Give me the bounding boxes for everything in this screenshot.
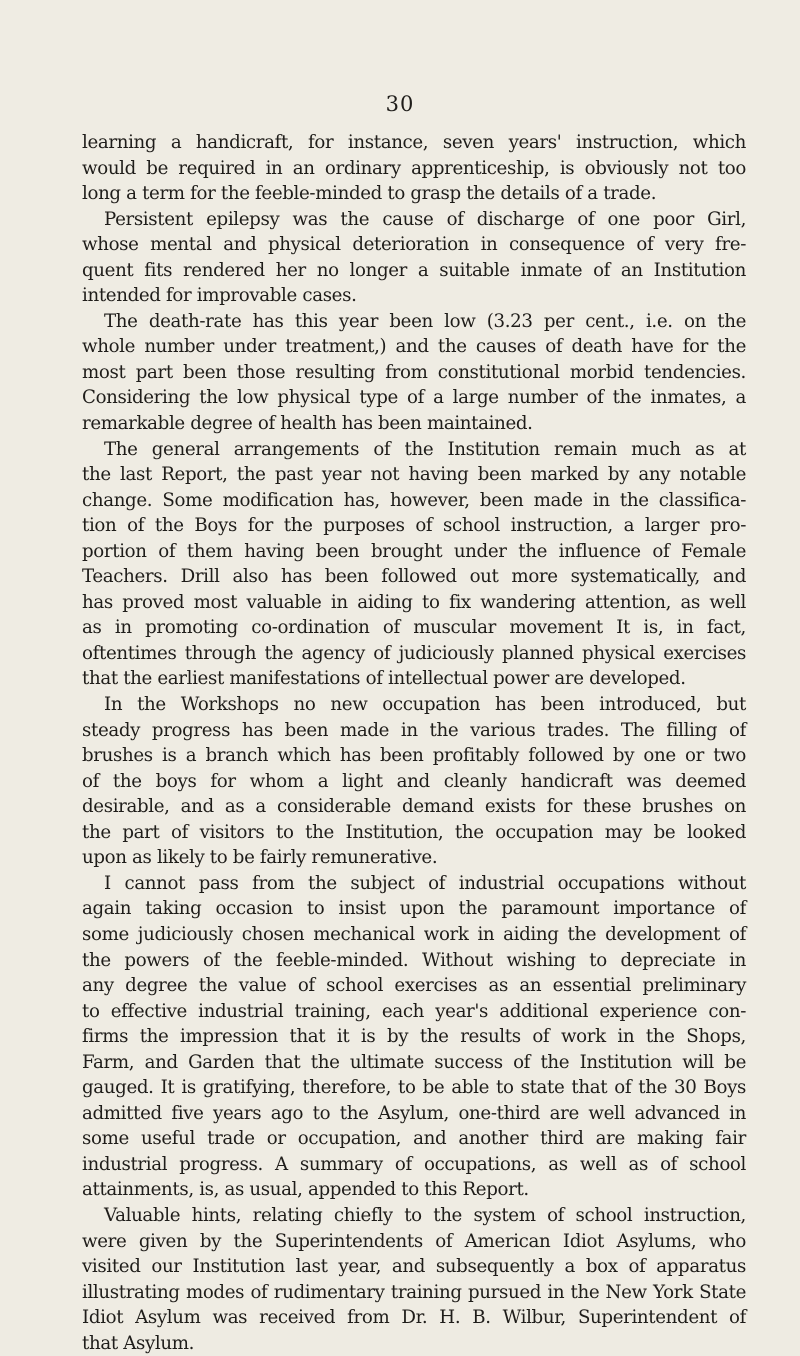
text-line: whole number under treatment,) and the causes of death have for the (82, 336, 746, 358)
text-line: to effective industrial training, each year's additional experience con- (82, 1000, 746, 1022)
text-line: illustrating modes of rudimentary training pursued in the New York State (82, 1281, 746, 1303)
text-line: industrial progress. A summary of occupations, as well as of school (82, 1153, 746, 1175)
text-line: again taking occasion to insist upon the paramount importance of (82, 898, 746, 920)
text-line: that Asylum. (82, 1332, 195, 1354)
text-line: most part been those resulting from constitutional morbid tendencies. (82, 361, 746, 383)
text-line: some useful trade or occupation, and another third are making fair (82, 1128, 746, 1150)
text-line: oftentimes through the agency of judiciously planned physical exercises (82, 642, 746, 664)
text-line: Persistent epilepsy was the cause of discharge of one poor Girl, (104, 208, 746, 230)
text-line: quent fits rendered her no longer a suitable inmate of an Institution (82, 259, 746, 281)
text-line: upon as likely to be fairly remunerative. (82, 847, 438, 869)
text-line: attainments, is, as usual, appended to this Report. (82, 1179, 529, 1201)
text-line: intended for improvable cases. (82, 285, 357, 307)
text-line: that the earliest manifestations of intellectual power are developed. (82, 668, 686, 690)
text-line: The death-rate has this year been low (3.23 per cent., i.e. on the (104, 310, 746, 332)
text-line: whose mental and physical deterioration in consequence of very fre- (82, 234, 746, 256)
text-line: were given by the Superintendents of American Idiot Asylums, who (82, 1230, 746, 1252)
text-line: visited our Institution last year, and subsequently a box of apparatus (82, 1256, 746, 1278)
text-line: the last Report, the past year not having been marked by any notable (82, 464, 746, 486)
text-line: brushes is a branch which has been profitably followed by one or two (82, 745, 746, 767)
page-number: 30 (385, 92, 415, 116)
text-line: tion of the Boys for the purposes of school instruction, a larger pro- (82, 515, 746, 537)
text-line: long a term for the feeble-minded to grasp the details of a trade. (82, 183, 657, 205)
text-line: In the Workshops no new occupation has been introduced, but (104, 694, 746, 716)
text-line: remarkable degree of health has been maintained. (82, 413, 533, 435)
text-line: the powers of the feeble-minded. Without wishing to depreciate in (82, 949, 746, 971)
text-line: has proved most valuable in aiding to fix wandering attention, as well (82, 591, 746, 613)
text-line: Considering the low physical type of a large number of the inmates, a (82, 387, 746, 409)
text-line: of the boys for whom a light and cleanly handicraft was deemed (82, 770, 746, 792)
text-line: portion of them having been brought under the influence of Female (82, 540, 746, 562)
text-line: gauged. It is gratifying, therefore, to be able to state that of the 30 Boys (82, 1077, 746, 1099)
text-line: The general arrangements of the Institution remain much as at (104, 438, 746, 460)
text-line: Valuable hints, relating chiefly to the system of school instruction, (104, 1204, 746, 1226)
body-text (82, 130, 746, 1356)
text-line: learning a handicraft, for instance, seven years' instruction, which (82, 132, 746, 153)
text-line: Farm, and Garden that the ultimate success of the Institution will be (82, 1051, 746, 1073)
text-line: Teachers. Drill also has been followed out more systematically, and (82, 566, 746, 588)
text-line: I cannot pass from the subject of industrial occupations without (104, 872, 746, 894)
text-line: desirable, and as a considerable demand exists for these brushes on (82, 796, 746, 818)
text-line: steady progress has been made in the various trades. The filling of (82, 719, 746, 741)
text-line: some judiciously chosen mechanical work in aiding the development of (82, 923, 746, 945)
text-line: would be required in an ordinary apprenticeship, is obviously not too (82, 157, 746, 179)
text-line: firms the impression that it is by the results of work in the Shops, (82, 1026, 746, 1048)
text-line: change. Some modification has, however, been made in the classifica- (82, 489, 746, 511)
text-line: as in promoting co-ordination of muscular movement It is, in fact, (82, 617, 746, 639)
text-line: admitted five years ago to the Asylum, one-third are well advanced in (82, 1102, 746, 1124)
text-line: the part of visitors to the Institution, the occupation may be looked (82, 821, 746, 843)
text-line: any degree the value of school exercises as an essential preliminary (82, 975, 746, 997)
text-line: Idiot Asylum was received from Dr. H. B. Wilbur, Superintendent of (82, 1307, 746, 1329)
